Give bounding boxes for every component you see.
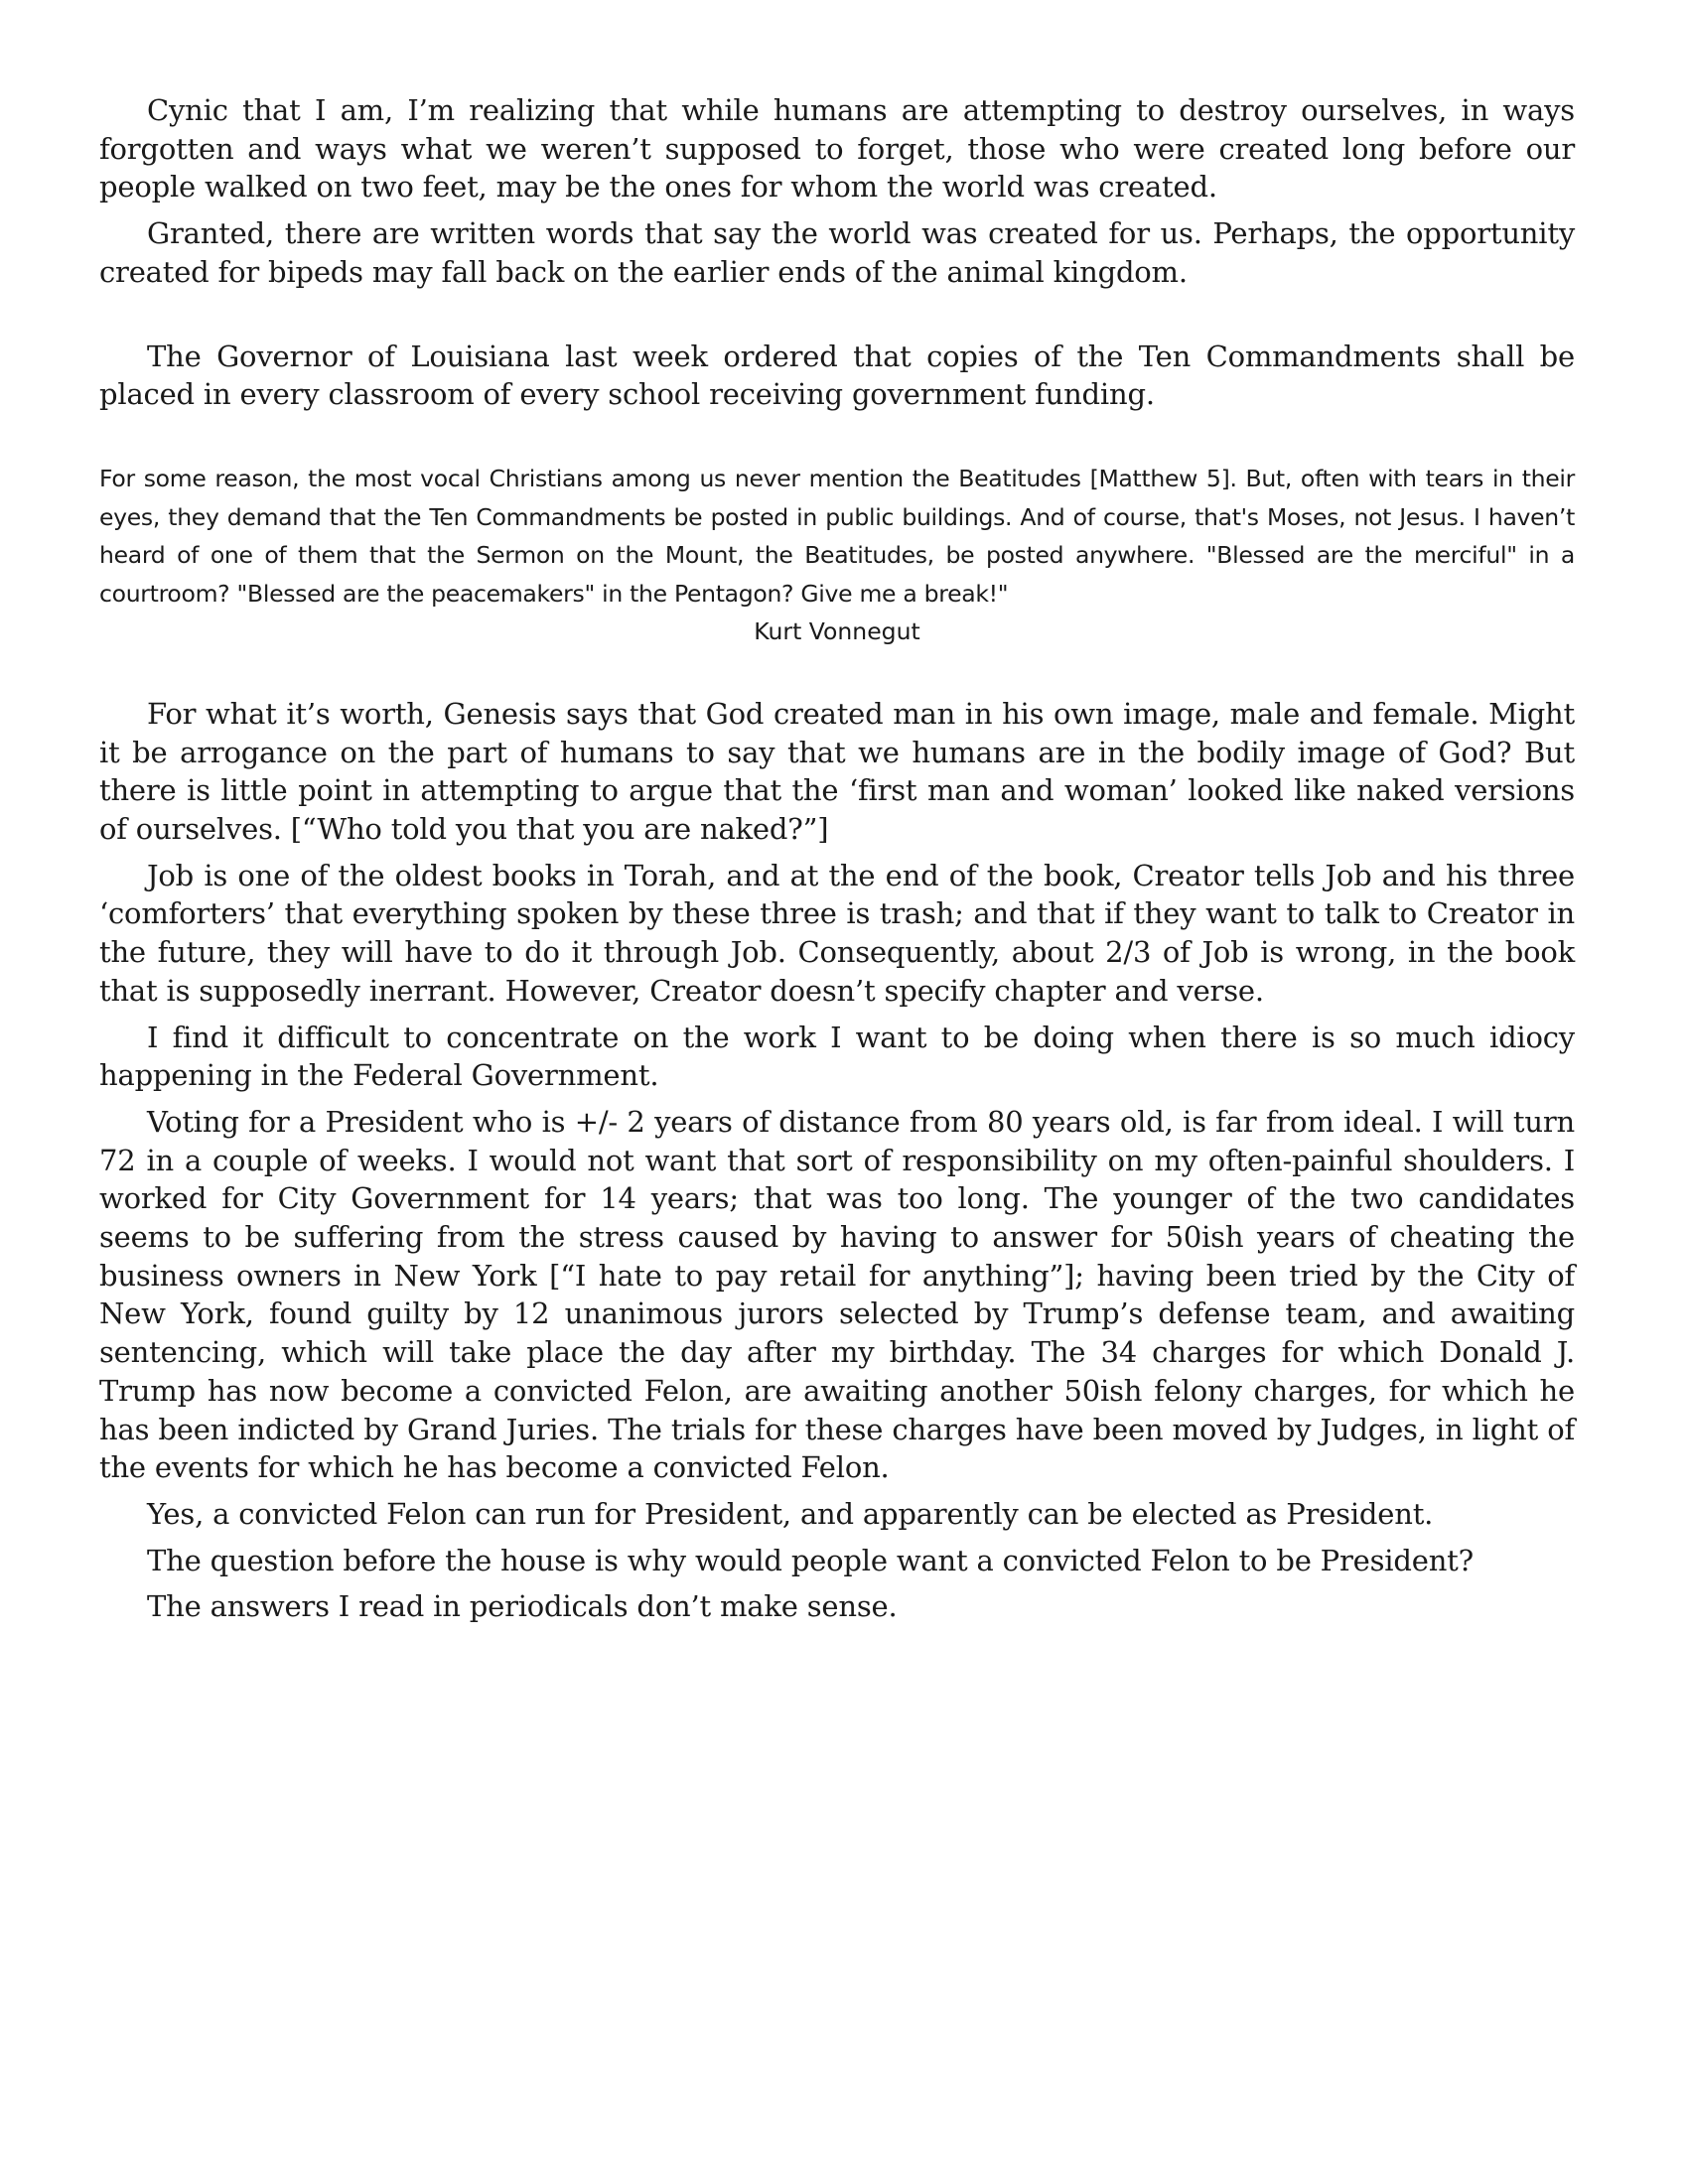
quote-attribution: Kurt Vonnegut xyxy=(754,617,920,646)
paragraph-felon-run: Yes, a convicted Felon can run for President, and apparently can be elected as President. xyxy=(147,1496,1434,1531)
paragraph-granted: Granted, there are written words that say the world was created for us. Perhaps, the opportunity created for bipeds may fall back on the earlier ends of the animal kingdom. xyxy=(99,216,1575,289)
paragraph-concentrate: I find it difficult to concentrate on the work I want to be doing when there is so much idiocy happening in the Federal Government. xyxy=(99,1020,1575,1093)
paragraph-cynic: Cynic that I am, I’m realizing that while humans are attempting to destroy ourselves, in ways forgotten and ways what we weren’t supposed to forget, those who were created long before our people walked on two feet, may be the ones for whom the world was created. xyxy=(99,93,1575,205)
block-quote xyxy=(99,460,1575,651)
paragraph-genesis: For what it’s worth, Genesis says that God created man in his own image, male and female. Might it be arrogance on the part of humans to say that we humans are in the bodily image of God? But there is little point in attempting to argue that the ‘first man and woman’ looked like naked versions of ourselves. [“Who told you that you are naked?”] xyxy=(99,696,1575,846)
spacer xyxy=(99,300,1575,338)
paragraph-governor: The Governor of Louisiana last week ordered that copies of the Ten Commandments shall be placed in every classroom of every school receiving government funding. xyxy=(99,339,1575,412)
paragraph-question: The question before the house is why would people want a convicted Felon to be President? xyxy=(147,1543,1474,1577)
paragraph-voting: Voting for a President who is +/- 2 years of distance from 80 years old, is far from ideal. I will turn 72 in a couple of weeks. I would not want that sort of responsibility on my often-painful shoulders. I worked for City Government for 14 years; that was too long. The younger of the two candidates seems to be suffering from the stress caused by having to answer for 50ish years of cheating the business owners in New York [“I hate to pay retail for anything”]; having been tried by the City of New York, found guilty by 12 unanimous jurors selected by Trump’s defense team, and awaiting sentencing, which will take place the day after my birthday. The 34 charges for which Donald J. Trump has now become a convicted Felon, are awaiting another 50ish felony charges, for which he has been indicted by Grand Juries. The trials for these charges have been moved by Judges, in light of the events for which he has become a convicted Felon. xyxy=(99,1104,1575,1485)
spacer xyxy=(99,651,1575,695)
paragraph-job: Job is one of the oldest books in Torah, and at the end of the book, Creator tells Job and his three ‘comforters’ that everything spoken by these three is trash; and that if they want to talk to Creator in the future, they will have to do it through Job. Consequently, about 2/3 of Job is wrong, in the book that is supposedly inerrant. However, Creator doesn’t specify chapter and verse. xyxy=(99,858,1575,1008)
quote-text: For some reason, the most vocal Christians among us never mention the Beatitudes [Matthew 5]. But, often with tears in their eyes, they demand that the Ten Commandments be posted in public buildings. And of course, that's Moses, not Jesus. I haven’t heard of one of them that the Sermon on the Mount, the Beatitudes, be posted anywhere. "Blessed are the merciful" in a courtroom? "Blessed are the peacemakers" in the Pentagon? Give me a break!" xyxy=(99,464,1575,608)
document-page xyxy=(99,91,1575,1634)
spacer xyxy=(99,422,1575,460)
paragraph-answers: The answers I read in periodicals don’t make sense. xyxy=(147,1589,898,1624)
